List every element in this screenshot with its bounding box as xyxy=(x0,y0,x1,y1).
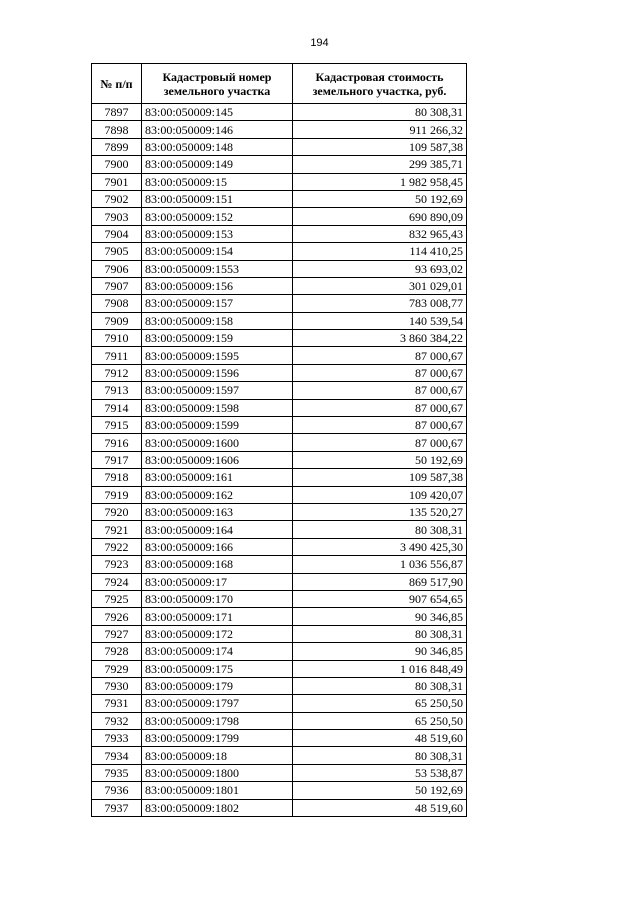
row-number-cell: 7905 xyxy=(92,243,142,260)
table-row xyxy=(92,434,467,451)
table-row xyxy=(92,695,467,712)
table-row xyxy=(92,503,467,520)
cadastral-value-cell: 832 965,43 xyxy=(293,225,467,242)
table-row xyxy=(92,295,467,312)
cadastral-value-cell: 50 192,69 xyxy=(293,190,467,207)
table-row xyxy=(92,486,467,503)
row-number-cell: 7932 xyxy=(92,712,142,729)
table-row xyxy=(92,173,467,190)
cadastral-value-cell: 690 890,09 xyxy=(293,208,467,225)
cadastral-number-cell: 83:00:050009:166 xyxy=(142,538,293,555)
cadastral-value-cell: 87 000,67 xyxy=(293,434,467,451)
row-number-cell: 7911 xyxy=(92,347,142,364)
cadastral-value-cell: 90 346,85 xyxy=(293,608,467,625)
table-row xyxy=(92,312,467,329)
header-cadastral-number: Кадастровый номер земельного участка xyxy=(142,64,293,104)
row-number-cell: 7935 xyxy=(92,764,142,781)
table-row xyxy=(92,138,467,155)
cadastral-value-cell: 3 860 384,22 xyxy=(293,330,467,347)
cadastral-number-cell: 83:00:050009:1599 xyxy=(142,417,293,434)
cadastral-number-cell: 83:00:050009:1596 xyxy=(142,364,293,381)
row-number-cell: 7899 xyxy=(92,138,142,155)
row-number-cell: 7931 xyxy=(92,695,142,712)
cadastral-value-cell: 114 410,25 xyxy=(293,243,467,260)
row-number-cell: 7926 xyxy=(92,608,142,625)
row-number-cell: 7921 xyxy=(92,521,142,538)
header-cadastral-value: Кадастровая стоимость земельного участка, руб. xyxy=(293,64,467,104)
cadastral-number-cell: 83:00:050009:172 xyxy=(142,625,293,642)
row-number-cell: 7907 xyxy=(92,277,142,294)
row-number-cell: 7925 xyxy=(92,590,142,607)
row-number-cell: 7915 xyxy=(92,417,142,434)
cadastral-number-cell: 83:00:050009:1802 xyxy=(142,799,293,816)
row-number-cell: 7937 xyxy=(92,799,142,816)
table-row xyxy=(92,260,467,277)
table-header xyxy=(92,64,467,104)
row-number-cell: 7900 xyxy=(92,156,142,173)
row-number-cell: 7928 xyxy=(92,643,142,660)
row-number-cell: 7913 xyxy=(92,382,142,399)
cadastral-number-cell: 83:00:050009:1606 xyxy=(142,451,293,468)
table-row xyxy=(92,469,467,486)
table-row xyxy=(92,573,467,590)
table-row xyxy=(92,764,467,781)
cadastral-value-cell: 90 346,85 xyxy=(293,643,467,660)
row-number-cell: 7933 xyxy=(92,730,142,747)
cadastral-number-cell: 83:00:050009:168 xyxy=(142,556,293,573)
row-number-cell: 7930 xyxy=(92,677,142,694)
cadastral-number-cell: 83:00:050009:157 xyxy=(142,295,293,312)
row-number-cell: 7918 xyxy=(92,469,142,486)
row-number-cell: 7909 xyxy=(92,312,142,329)
cadastral-value-cell: 93 693,02 xyxy=(293,260,467,277)
row-number-cell: 7906 xyxy=(92,260,142,277)
cadastral-number-cell: 83:00:050009:15 xyxy=(142,173,293,190)
cadastral-number-cell: 83:00:050009:148 xyxy=(142,138,293,155)
cadastral-value-cell: 911 266,32 xyxy=(293,121,467,138)
cadastral-value-cell: 87 000,67 xyxy=(293,382,467,399)
cadastral-value-cell: 50 192,69 xyxy=(293,782,467,799)
cadastral-number-cell: 83:00:050009:158 xyxy=(142,312,293,329)
cadastral-number-cell: 83:00:050009:151 xyxy=(142,190,293,207)
table-row xyxy=(92,347,467,364)
cadastral-value-cell: 87 000,67 xyxy=(293,417,467,434)
cadastral-value-cell: 50 192,69 xyxy=(293,451,467,468)
cadastral-number-cell: 83:00:050009:1600 xyxy=(142,434,293,451)
row-number-cell: 7924 xyxy=(92,573,142,590)
row-number-cell: 7917 xyxy=(92,451,142,468)
cadastral-value-cell: 48 519,60 xyxy=(293,799,467,816)
cadastral-number-cell: 83:00:050009:179 xyxy=(142,677,293,694)
row-number-cell: 7901 xyxy=(92,173,142,190)
table-row xyxy=(92,382,467,399)
cadastral-number-cell: 83:00:050009:1595 xyxy=(142,347,293,364)
cadastral-value-cell: 907 654,65 xyxy=(293,590,467,607)
cadastral-value-cell: 80 308,31 xyxy=(293,104,467,121)
cadastral-number-cell: 83:00:050009:174 xyxy=(142,643,293,660)
cadastral-number-cell: 83:00:050009:17 xyxy=(142,573,293,590)
cadastral-value-cell: 3 490 425,30 xyxy=(293,538,467,555)
cadastral-value-cell: 783 008,77 xyxy=(293,295,467,312)
table-row xyxy=(92,104,467,121)
page-number: 194 xyxy=(310,37,329,49)
cadastral-value-cell: 87 000,67 xyxy=(293,347,467,364)
cadastral-number-cell: 83:00:050009:1553 xyxy=(142,260,293,277)
cadastral-value-cell: 301 029,01 xyxy=(293,277,467,294)
cadastral-number-cell: 83:00:050009:153 xyxy=(142,225,293,242)
cadastral-value-cell: 135 520,27 xyxy=(293,503,467,520)
table-row xyxy=(92,364,467,381)
cadastral-number-cell: 83:00:050009:1801 xyxy=(142,782,293,799)
cadastral-number-cell: 83:00:050009:163 xyxy=(142,503,293,520)
table-row xyxy=(92,608,467,625)
table-body xyxy=(92,104,467,817)
cadastral-number-cell: 83:00:050009:152 xyxy=(142,208,293,225)
cadastral-number-cell: 83:00:050009:156 xyxy=(142,277,293,294)
table-row xyxy=(92,730,467,747)
row-number-cell: 7936 xyxy=(92,782,142,799)
table-row xyxy=(92,782,467,799)
cadastral-value-cell: 80 308,31 xyxy=(293,625,467,642)
cadastral-number-cell: 83:00:050009:1797 xyxy=(142,695,293,712)
row-number-cell: 7916 xyxy=(92,434,142,451)
table-row xyxy=(92,277,467,294)
row-number-cell: 7922 xyxy=(92,538,142,555)
cadastral-number-cell: 83:00:050009:18 xyxy=(142,747,293,764)
row-number-cell: 7923 xyxy=(92,556,142,573)
cadastral-number-cell: 83:00:050009:1798 xyxy=(142,712,293,729)
cadastral-number-cell: 83:00:050009:149 xyxy=(142,156,293,173)
cadastral-value-table xyxy=(91,63,467,817)
table-row xyxy=(92,590,467,607)
table-row xyxy=(92,208,467,225)
row-number-cell: 7898 xyxy=(92,121,142,138)
table-row xyxy=(92,417,467,434)
table-row xyxy=(92,521,467,538)
cadastral-value-cell: 1 016 848,49 xyxy=(293,660,467,677)
cadastral-number-cell: 83:00:050009:162 xyxy=(142,486,293,503)
cadastral-number-cell: 83:00:050009:159 xyxy=(142,330,293,347)
table-row xyxy=(92,156,467,173)
cadastral-number-cell: 83:00:050009:175 xyxy=(142,660,293,677)
cadastral-value-cell: 80 308,31 xyxy=(293,747,467,764)
cadastral-number-cell: 83:00:050009:161 xyxy=(142,469,293,486)
table-row xyxy=(92,330,467,347)
cadastral-value-cell: 1 036 556,87 xyxy=(293,556,467,573)
cadastral-value-cell: 65 250,50 xyxy=(293,695,467,712)
cadastral-number-cell: 83:00:050009:154 xyxy=(142,243,293,260)
table-row xyxy=(92,712,467,729)
row-number-cell: 7902 xyxy=(92,190,142,207)
header-row xyxy=(92,64,467,104)
row-number-cell: 7919 xyxy=(92,486,142,503)
table-row xyxy=(92,556,467,573)
table-row xyxy=(92,538,467,555)
row-number-cell: 7897 xyxy=(92,104,142,121)
cadastral-value-cell: 87 000,67 xyxy=(293,399,467,416)
table-row xyxy=(92,660,467,677)
row-number-cell: 7912 xyxy=(92,364,142,381)
cadastral-value-cell: 109 420,07 xyxy=(293,486,467,503)
row-number-cell: 7908 xyxy=(92,295,142,312)
table-row xyxy=(92,677,467,694)
cadastral-value-cell: 1 982 958,45 xyxy=(293,173,467,190)
cadastral-value-cell: 109 587,38 xyxy=(293,469,467,486)
header-num: № п/п xyxy=(92,64,142,104)
cadastral-value-cell: 109 587,38 xyxy=(293,138,467,155)
row-number-cell: 7920 xyxy=(92,503,142,520)
table-row xyxy=(92,225,467,242)
cadastral-number-cell: 83:00:050009:1800 xyxy=(142,764,293,781)
cadastral-number-cell: 83:00:050009:171 xyxy=(142,608,293,625)
row-number-cell: 7914 xyxy=(92,399,142,416)
cadastral-number-cell: 83:00:050009:170 xyxy=(142,590,293,607)
table-row xyxy=(92,747,467,764)
cadastral-value-cell: 87 000,67 xyxy=(293,364,467,381)
cadastral-number-cell: 83:00:050009:164 xyxy=(142,521,293,538)
table-row xyxy=(92,799,467,816)
row-number-cell: 7903 xyxy=(92,208,142,225)
row-number-cell: 7934 xyxy=(92,747,142,764)
cadastral-value-cell: 80 308,31 xyxy=(293,677,467,694)
cadastral-value-cell: 299 385,71 xyxy=(293,156,467,173)
cadastral-value-cell: 140 539,54 xyxy=(293,312,467,329)
cadastral-number-cell: 83:00:050009:146 xyxy=(142,121,293,138)
table-row xyxy=(92,190,467,207)
row-number-cell: 7904 xyxy=(92,225,142,242)
table-row xyxy=(92,643,467,660)
cadastral-number-cell: 83:00:050009:145 xyxy=(142,104,293,121)
row-number-cell: 7929 xyxy=(92,660,142,677)
table-row xyxy=(92,121,467,138)
cadastral-value-cell: 65 250,50 xyxy=(293,712,467,729)
cadastral-value-cell: 869 517,90 xyxy=(293,573,467,590)
table-row xyxy=(92,399,467,416)
table-row xyxy=(92,243,467,260)
table-row xyxy=(92,451,467,468)
cadastral-number-cell: 83:00:050009:1799 xyxy=(142,730,293,747)
cadastral-value-cell: 80 308,31 xyxy=(293,521,467,538)
cadastral-value-cell: 48 519,60 xyxy=(293,730,467,747)
row-number-cell: 7927 xyxy=(92,625,142,642)
cadastral-number-cell: 83:00:050009:1597 xyxy=(142,382,293,399)
cadastral-number-cell: 83:00:050009:1598 xyxy=(142,399,293,416)
row-number-cell: 7910 xyxy=(92,330,142,347)
cadastral-value-cell: 53 538,87 xyxy=(293,764,467,781)
table-row xyxy=(92,625,467,642)
